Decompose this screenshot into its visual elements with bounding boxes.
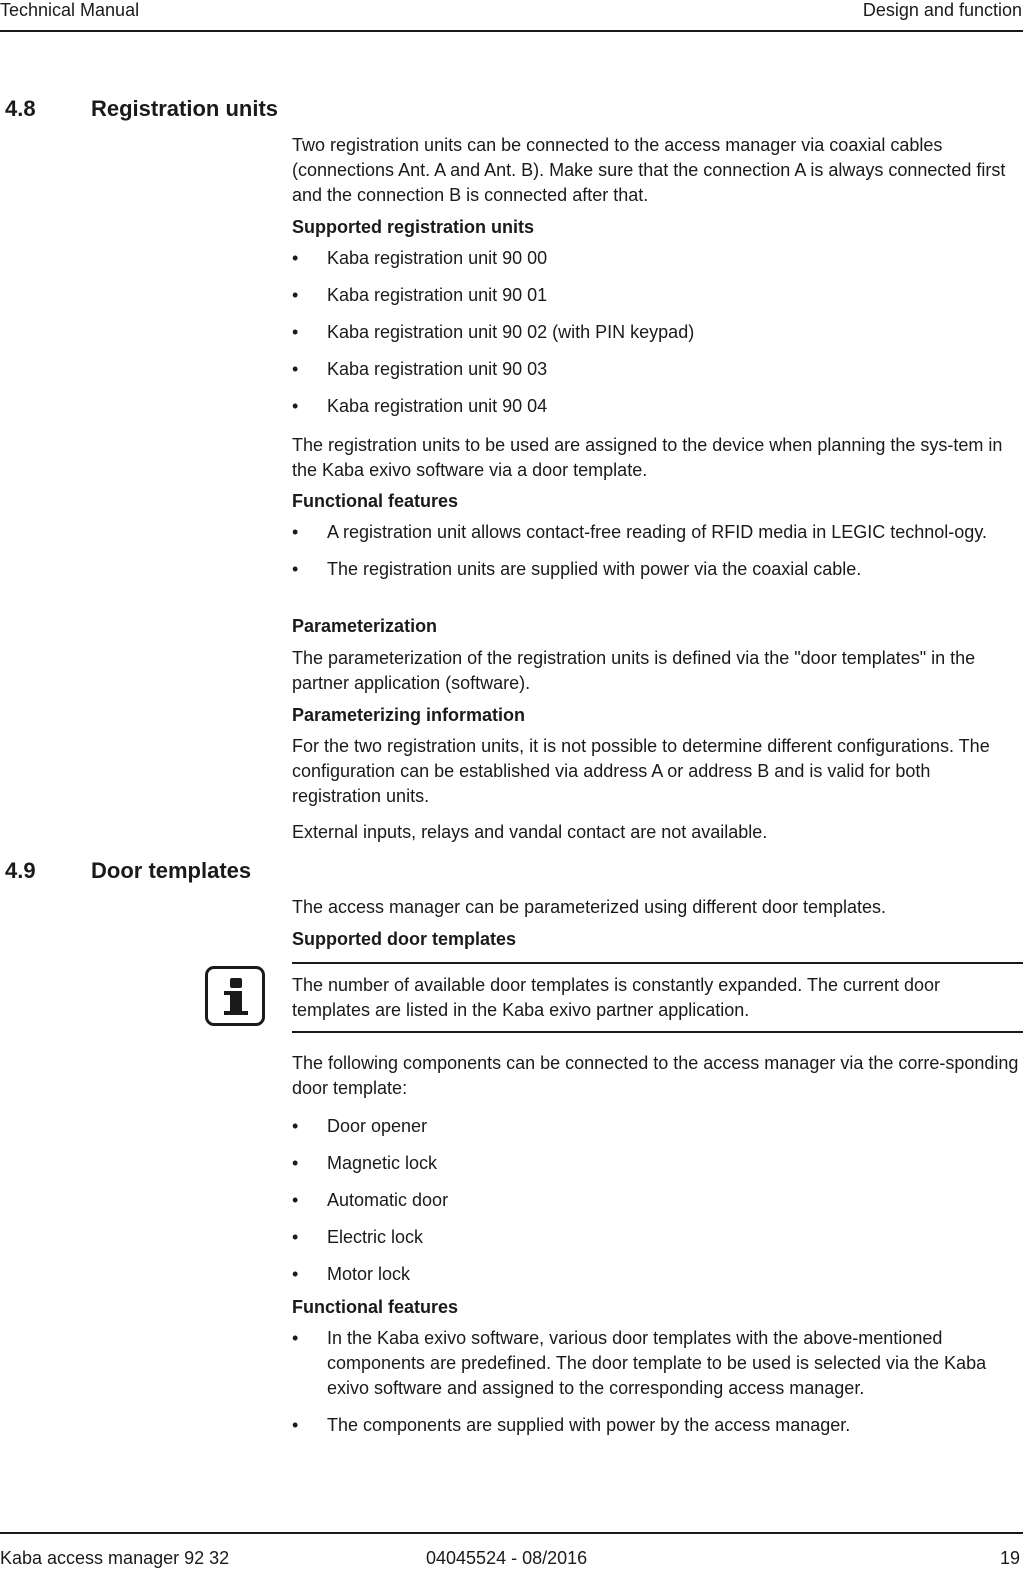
features-heading: Functional features [292,491,459,511]
list-item: • Kaba registration unit 90 04 [292,396,548,416]
list-item: • Automatic door [292,1190,449,1210]
note-bottom-rule [292,1031,1023,1033]
assign-paragraph: The registration units to be used are assigned to the device when planning the sys-tem in the Kaba exivo software via a door template. [292,435,1003,480]
list-item: • Kaba registration unit 90 01 [292,285,548,305]
parameterization-heading: Parameterization [292,616,438,636]
list-item: • Kaba registration unit 90 03 [292,359,548,379]
list-item: • The components are supplied with power by the access manager. [292,1415,851,1435]
list-item: • Door opener [292,1116,428,1136]
section-4-8-number: 4.8 [5,96,36,121]
list-item: • Magnetic lock [292,1153,438,1173]
components-paragraph: The following components can be connected to the access manager via the corre-sponding door template: [292,1053,1019,1098]
footer-product: Kaba access manager 92 32 [0,1548,230,1568]
list-item: • Motor lock [292,1264,411,1284]
templates-features-list [292,1326,1023,1438]
external-paragraph: External inputs, relays and vandal contact are not available. [292,822,768,842]
note-top-rule [292,962,1023,964]
list-item: • Electric lock [292,1227,424,1247]
list-item: • Kaba registration unit 90 02 (with PIN keypad) [292,322,695,342]
templates-features-heading: Functional features [292,1297,459,1317]
info-note-text: The number of available door templates is constantly expanded. The current door templates are listed in the Kaba exivo partner application. [292,975,941,1020]
section-4-9-intro: The access manager can be parameterized using different door templates. [292,897,886,917]
header-section: Design and function [862,0,1022,20]
supported-templates-heading: Supported door templates [292,929,517,949]
param-info-heading: Parameterizing information [292,705,526,725]
page-number: 19 [999,1548,1020,1568]
features-list [292,520,1023,582]
header-title: Technical Manual [0,0,140,20]
header-rule [0,30,1023,32]
list-item: • In the Kaba exivo software, various door templates with the above-mentioned components are predefined. The door template to be used is selected via the Kaba exivo software and assigned to the corresponding access manager. [292,1328,987,1398]
param-info-paragraph: For the two registration units, it is not possible to determine different configurations. The configuration can be established via address A or address B and is valid for both registration units. [292,736,990,806]
section-4-8-intro [292,133,1023,208]
list-item: • The registration units are supplied with power via the coaxial cable. [292,559,862,579]
section-4-8-title: Registration units [91,96,279,121]
footer-doc-number: 04045524 - 08/2016 [426,1548,588,1568]
list-item: • A registration unit allows contact-free reading of RFID media in LEGIC technol-ogy. [292,522,987,542]
supported-units-heading: Supported registration units [292,217,535,237]
section-4-9-title: Door templates [91,858,252,883]
section-4-9-number: 4.9 [5,858,36,883]
supported-units-list [292,246,1023,419]
intro-paragraph: Two registration units can be connected to the access manager via coaxial cables (connections Ant. A and Ant. B). Make sure that the connection A is always connected first and the connection B is connected after that. [292,135,1006,205]
info-icon [205,966,265,1026]
components-list [292,1114,1023,1287]
parameterization-paragraph: The parameterization of the registration units is defined via the "door templates" in the partner application (software). [292,648,976,693]
list-item: • Kaba registration unit 90 00 [292,248,548,268]
footer-rule [0,1532,1023,1534]
